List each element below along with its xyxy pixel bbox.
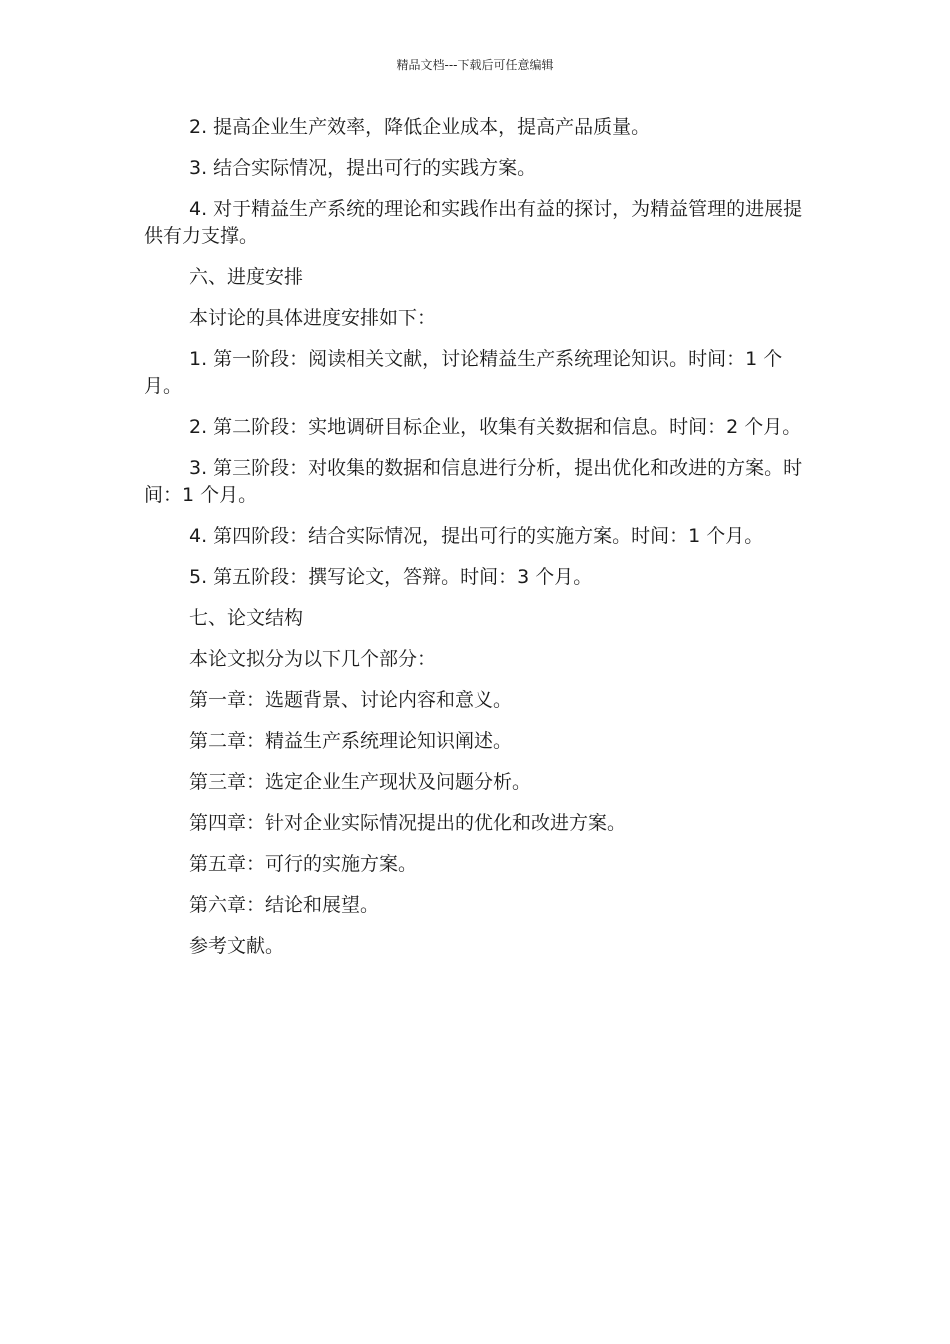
page-header: 精品文档---下载后可任意编辑 bbox=[396, 58, 554, 72]
schedule-intro: 本讨论的具体进度安排如下： bbox=[189, 307, 437, 329]
chapter-1: 第一章：选题背景、讨论内容和意义。 bbox=[189, 689, 513, 711]
schedule-stage-1: 1. 第一阶段：阅读相关文献，讨论精益生产系统理论知识。时间：1 个月。 bbox=[144, 348, 783, 397]
structure-intro: 本论文拟分为以下几个部分： bbox=[189, 648, 437, 670]
chapter-5: 第五章：可行的实施方案。 bbox=[189, 853, 418, 875]
goal-item-4: 4. 对于精益生产系统的理论和实践作出有益的探讨，为精益管理的进展提供有力支撑。 bbox=[144, 198, 803, 247]
schedule-stage-2: 2. 第二阶段：实地调研目标企业，收集有关数据和信息。时间：2 个月。 bbox=[189, 416, 802, 438]
section-heading-schedule: 六、进度安排 bbox=[189, 266, 304, 288]
document-body bbox=[144, 114, 808, 974]
chapter-4: 第四章：针对企业实际情况提出的优化和改进方案。 bbox=[189, 812, 627, 834]
goal-item-3: 3. 结合实际情况，提出可行的实践方案。 bbox=[189, 157, 537, 179]
schedule-stage-3: 3. 第三阶段：对收集的数据和信息进行分析，提出优化和改进的方案。时间：1 个月。 bbox=[144, 457, 803, 506]
references: 参考文献。 bbox=[189, 935, 285, 957]
schedule-stage-4: 4. 第四阶段：结合实际情况，提出可行的实施方案。时间：1 个月。 bbox=[189, 525, 764, 547]
chapter-2: 第二章：精益生产系统理论知识阐述。 bbox=[189, 730, 513, 752]
schedule-stage-5: 5. 第五阶段：撰写论文，答辩。时间：3 个月。 bbox=[189, 566, 593, 588]
goal-item-2: 2. 提高企业生产效率，降低企业成本，提高产品质量。 bbox=[189, 116, 651, 138]
chapter-3: 第三章：选定企业生产现状及问题分析。 bbox=[189, 771, 532, 793]
section-heading-structure: 七、论文结构 bbox=[189, 607, 304, 629]
chapter-6: 第六章：结论和展望。 bbox=[189, 894, 380, 916]
